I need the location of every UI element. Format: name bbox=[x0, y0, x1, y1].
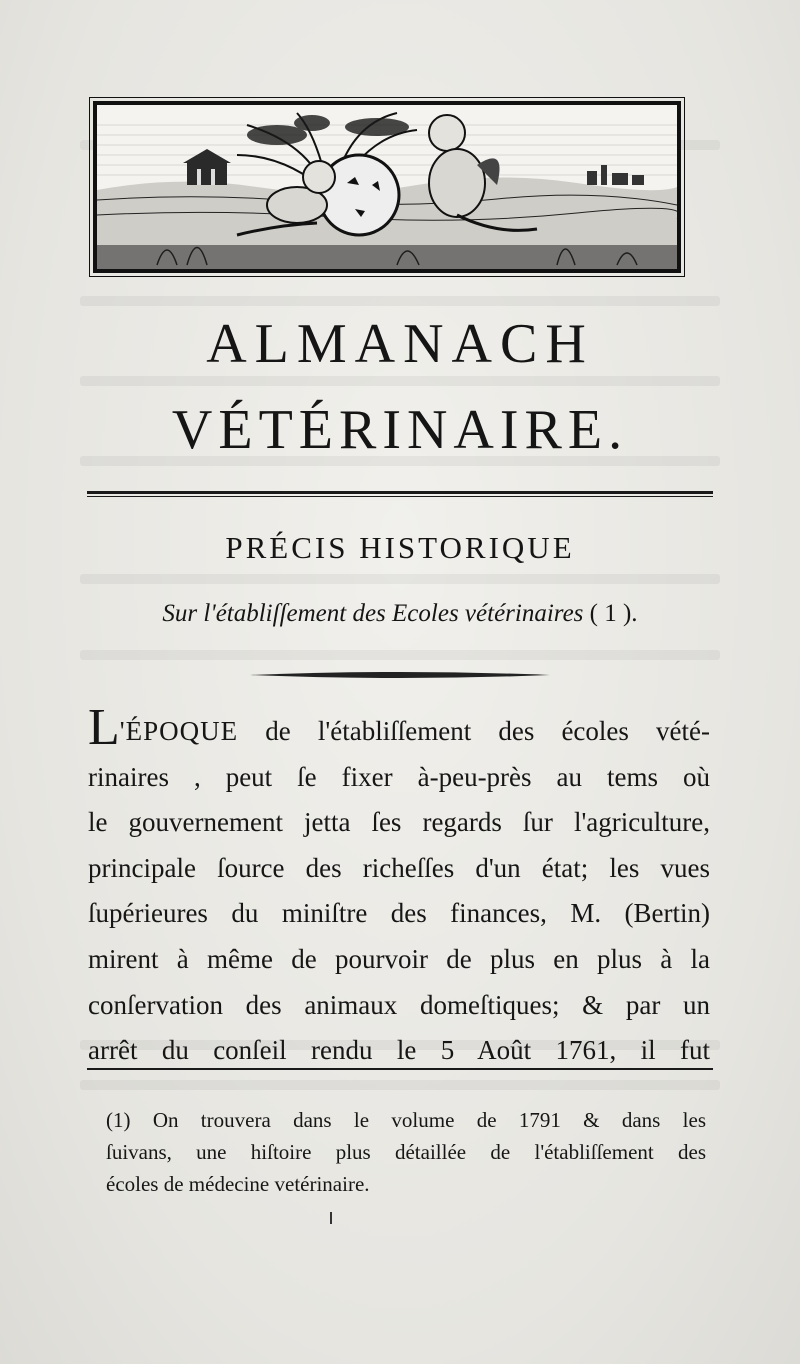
woodcut-vignette bbox=[93, 101, 681, 273]
body-line: arrêt du conſeil rendu le 5 Août 1761, il fut bbox=[88, 1035, 710, 1066]
body-line bbox=[88, 699, 711, 756]
section-heading: PRÉCIS HISTORIQUE bbox=[225, 530, 575, 565]
footnote-line: ſuivans, une hiſtoire plus détaillée de l'établiſſement des bbox=[106, 1140, 706, 1164]
footnote-divider-rule bbox=[87, 1068, 713, 1070]
ink-speck bbox=[330, 1212, 332, 1224]
title-divider-rule bbox=[87, 491, 713, 494]
title-veterinaire: VÉTÉRINAIRE. bbox=[171, 399, 629, 461]
title-almanach: ALMANACH bbox=[206, 313, 594, 375]
footnote bbox=[106, 1104, 706, 1200]
subheading-footnote-ref: ( 1 ). bbox=[589, 600, 638, 627]
bleed-through-line bbox=[80, 574, 720, 584]
body-line: conſervation des animaux domeſtiques; & par un bbox=[88, 989, 710, 1020]
body-line: mirent à même de pourvoir de plus en plus à la bbox=[88, 943, 710, 974]
body-paragraph bbox=[88, 699, 711, 1074]
cherubs-landscape-illustration bbox=[97, 105, 677, 269]
footnote-line: écoles de médecine vetérinaire. bbox=[106, 1172, 370, 1196]
bleed-through-line bbox=[80, 376, 720, 386]
ornamental-rule bbox=[250, 670, 550, 680]
drop-cap: L bbox=[88, 699, 120, 756]
bleed-through-line bbox=[80, 1080, 720, 1090]
subheading-text: Sur l'établiſſement des Ecoles vétérinaires bbox=[162, 600, 584, 627]
bleed-through-line bbox=[80, 650, 720, 660]
bleed-through-line bbox=[80, 296, 720, 306]
title-divider-rule-thin bbox=[87, 496, 713, 497]
body-line: le gouvernement jetta ſes regards ſur l'agriculture, bbox=[88, 807, 710, 838]
footnote-line: (1) On trouvera dans le volume de 1791 & dans les bbox=[106, 1108, 706, 1132]
body-line-text: de l'établiſſement des écoles vété- bbox=[265, 716, 711, 746]
body-line: ſupérieures du miniſtre des finances, M. (Bertin) bbox=[88, 898, 710, 929]
section-subheading bbox=[0, 600, 800, 628]
opening-word: 'ÉPOQUE bbox=[119, 716, 239, 746]
body-line: rinaires , peut ſe fixer à-peu-près au tems où bbox=[88, 761, 710, 792]
body-line: principale ſource des richeſſes d'un état; les vues bbox=[88, 852, 710, 883]
